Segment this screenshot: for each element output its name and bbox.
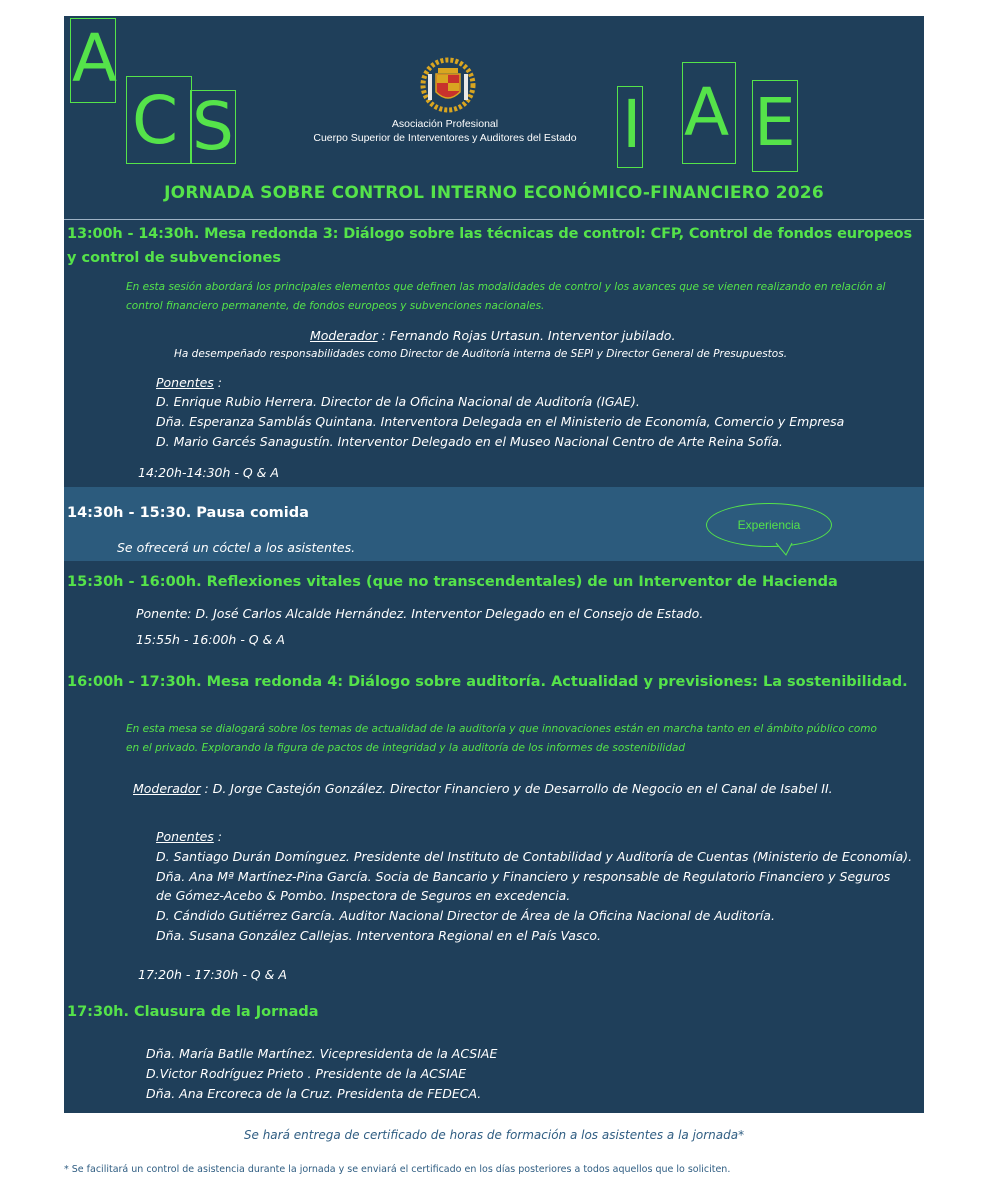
session4-speaker: Dña. Ana Mª Martínez-Pina García. Socia de Bancario y Financiero y responsable de Regulatorio Financiero y Seguros <box>156 869 891 884</box>
session4-speakers-label <box>156 827 222 847</box>
session4-qa: 17:20h - 17:30h - Q & A <box>138 967 287 982</box>
session3-heading: 15:30h - 16:00h. Reflexiones vitales (que no transcendentales) de un Interventor de Hacienda <box>67 574 838 590</box>
session4-speaker: de Gómez-Acebo & Pombo. Inspectora de Seguros en excedencia. <box>156 888 571 903</box>
closing-person: Dña. María Batlle Martínez. Vicepresidenta de la ACSIAE <box>146 1046 498 1061</box>
session1-moderator-text: : Fernando Rojas Urtasun. Interventor jubilado. <box>377 328 676 343</box>
session4-desc-line2: en el privado. Explorando la figura de pactos de integridad y la auditoría de los informes de sostenibilidad <box>126 742 686 754</box>
footnote: * Se facilitará un control de asistencia durante la jornada y se enviará el certificado en los días posteriores a todos aquellos que lo soliciten. <box>64 1164 731 1175</box>
association-name <box>290 117 600 145</box>
session1-description <box>126 278 921 316</box>
session4-speaker: D. Cándido Gutiérrez García. Auditor Nacional Director de Área de la Oficina Nacional de Auditoría. <box>156 908 775 923</box>
logo-letter-a: A <box>72 20 118 97</box>
session4-description <box>126 720 921 758</box>
session4-desc-line1: En esta mesa se dialogará sobre los temas de actualidad de la auditoría y que innovaciones están en marcha tanto en el ámbito público como <box>126 723 877 735</box>
session4-heading: 16:00h - 17:30h. Mesa redonda 4: Diálogo sobre auditoría. Actualidad y previsiones: La sostenibilidad. <box>67 674 908 690</box>
bubble-tail <box>774 541 800 557</box>
experience-bubble-text: Experiencia <box>737 518 801 532</box>
session1-moderator-label: Moderador <box>310 328 378 343</box>
association-line1: Asociación Profesional <box>391 118 499 130</box>
session2-heading: 14:30h - 15:30. Pausa comida <box>67 505 309 521</box>
session1-moderator <box>310 326 675 346</box>
session1-desc-line2: control financiero permanente, de fondos europeos y subvenciones nacionales. <box>126 300 545 312</box>
session1-heading-line1: 13:00h - 14:30h. Mesa redonda 3: Diálogo sobre las técnicas de control: CFP, Control de fondos europeos <box>67 226 912 242</box>
event-panel <box>64 16 924 1113</box>
session4-speaker: Dña. Susana González Callejas. Interventora Regional en el País Vasco. <box>156 928 601 943</box>
session3-speaker: Ponente: D. José Carlos Alcalde Hernández. Interventor Delegado en el Consejo de Estado. <box>136 606 704 621</box>
session4-speaker: D. Santiago Durán Domínguez. Presidente del Instituto de Contabilidad y Auditoría de Cuentas (Ministerio de Economía). <box>156 849 913 864</box>
closing-person: Dña. Ana Ercoreca de la Cruz. Presidenta de FEDECA. <box>146 1086 482 1101</box>
session1-heading <box>67 222 922 270</box>
session1-moderator-note: Ha desempeñado responsabilidades como Director de Auditoría interna de SEPI y Director General de Presupuestos. <box>174 348 788 360</box>
association-line2: Cuerpo Superior de Interventores y Auditores del Estado <box>313 132 577 144</box>
title-separator <box>64 219 924 220</box>
session1-speaker: Dña. Esperanza Samblás Quintana. Interventora Delegada en el Ministerio de Economía, Comercio y Empresa <box>156 414 845 429</box>
session1-speakers-colon: : <box>213 375 223 390</box>
logo-letter-a2: A <box>684 74 730 151</box>
session1-qa: 14:20h-14:30h - Q & A <box>138 465 279 480</box>
session1-speakers-label <box>156 373 222 393</box>
event-title: JORNADA SOBRE CONTROL INTERNO ECONÓMICO-FINANCIERO 2026 <box>164 183 824 203</box>
closing-person: D.Victor Rodríguez Prieto . Presidente de la ACSIAE <box>146 1066 467 1081</box>
logo-letter-c: C <box>132 82 179 159</box>
session3-qa: 15:55h - 16:00h - Q & A <box>136 632 285 647</box>
logo-letter-s: S <box>192 88 234 165</box>
session4-moderator-text: : D. Jorge Castejón González. Director Financiero y de Desarrollo de Negocio en el Canal de Isabel II. <box>200 781 833 796</box>
session1-speakers-label-text: Ponentes <box>156 375 214 390</box>
session4-speakers-colon: : <box>213 829 223 844</box>
session4-moderator <box>133 779 833 799</box>
logo-letter-e: E <box>754 84 796 161</box>
session1-desc-line1: En esta sesión abordará los principales elementos que definen las modalidades de control y los avances que se vienen realizando en relación al <box>126 281 886 293</box>
session5-heading: 17:30h. Clausura de la Jornada <box>67 1004 319 1020</box>
certificate-note: Se hará entrega de certificado de horas de formación a los asistentes a la jornada* <box>243 1128 745 1142</box>
session2-text: Se ofrecerá un cóctel a los asistentes. <box>117 540 356 555</box>
session4-speakers-label-text: Ponentes <box>156 829 214 844</box>
session1-speaker: D. Enrique Rubio Herrera. Director de la Oficina Nacional de Auditoría (IGAE). <box>156 394 640 409</box>
logo-letter-i: I <box>622 86 642 163</box>
session1-speaker: D. Mario Garcés Sanagustín. Interventor Delegado en el Museo Nacional Centro de Arte Reina Sofía. <box>156 434 783 449</box>
coat-of-arms-emblem <box>414 56 482 114</box>
session1-heading-line2: y control de subvenciones <box>67 250 281 266</box>
session4-moderator-label: Moderador <box>133 781 201 796</box>
